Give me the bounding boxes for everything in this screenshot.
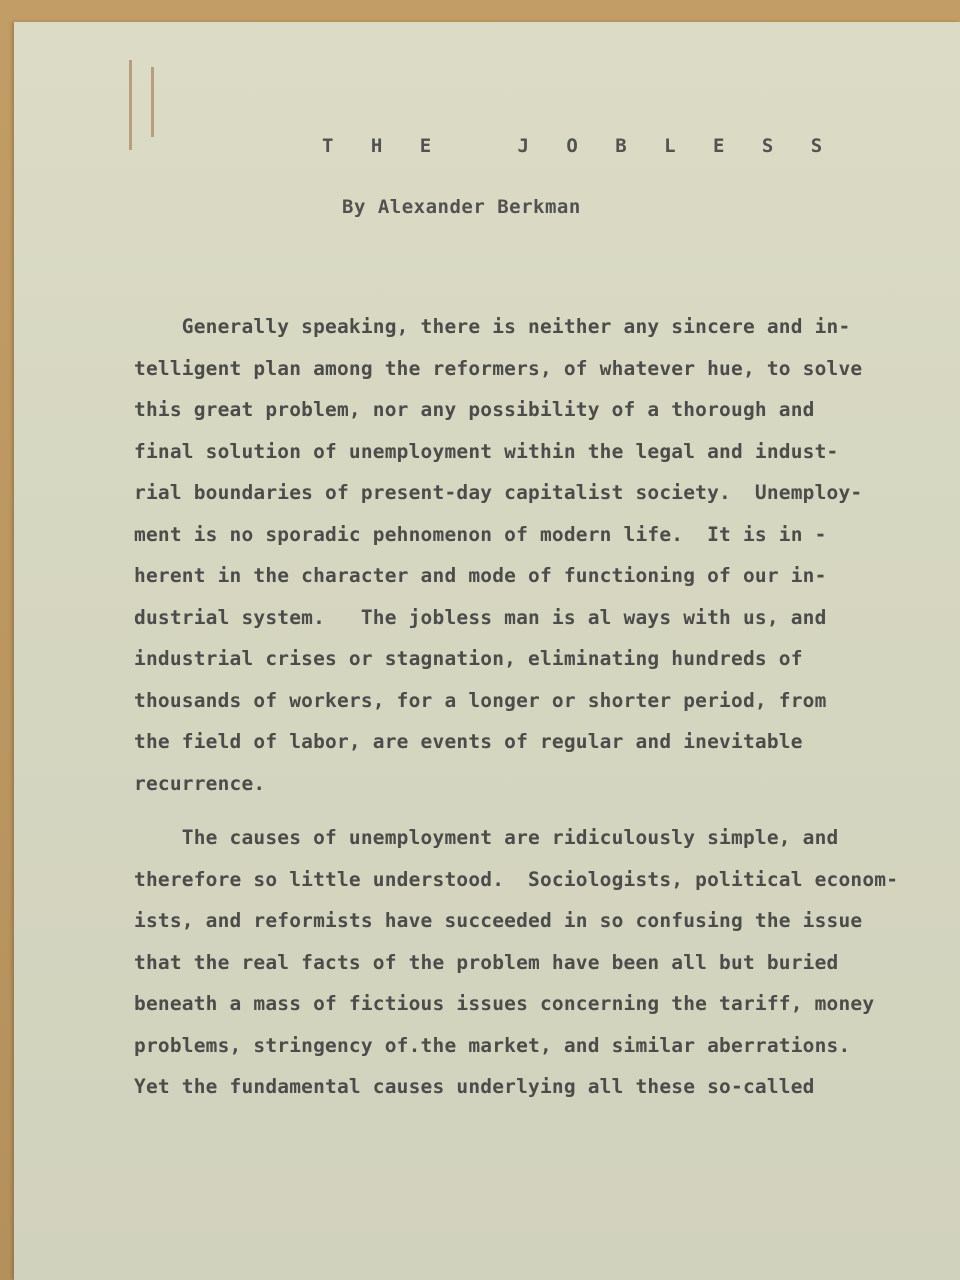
text-line: industrial crises or stagnation, eliminating hundreds of [134,647,803,670]
rust-mark [151,67,154,137]
text-line: thousands of workers, for a longer or shorter period, from [134,688,827,712]
text-line: beneath a mass of fictious issues concerning the tariff, money [134,992,875,1015]
text-line: ment is no sporadic pehnomenon of modern life. It is in - [134,522,827,546]
text-line: herent in the character and mode of functioning of our in- [134,564,827,587]
text-line: telligent plan among the reformers, of whatever hue, to solve [134,356,863,380]
document-title: T H E J O B L E S S [322,135,836,157]
text-line: problems, stringency of.the market, and similar aberrations. [134,1033,851,1057]
text-line: final solution of unemployment within the legal and indust- [134,439,839,463]
paragraph-2 [134,817,934,1108]
text-line: The causes of unemployment are ridiculously simple, and [134,826,839,849]
text-line: dustrial system. The jobless man is al ways with us, and [134,605,827,629]
typewritten-page [14,22,960,1280]
paragraph-1 [134,306,934,804]
text-line: this great problem, nor any possibility of a thorough and [134,398,815,421]
text-line: the field of labor, are events of regular and inevitable [134,730,803,753]
text-line: that the real facts of the problem have been all but buried [134,950,839,974]
text-line: recurrence. [134,771,266,795]
text-line: Generally speaking, there is neither any sincere and in- [134,315,851,338]
document-byline: By Alexander Berkman [342,196,581,218]
text-line: ists, and reformists have succeeded in so confusing the issue [134,909,863,932]
text-line: therefore so little understood. Sociologists, political econom- [134,867,899,891]
text-line: rial boundaries of present-day capitalist society. Unemploy- [134,481,863,504]
rust-mark [129,60,132,150]
text-line: Yet the fundamental causes underlying all these so-called [134,1075,815,1098]
